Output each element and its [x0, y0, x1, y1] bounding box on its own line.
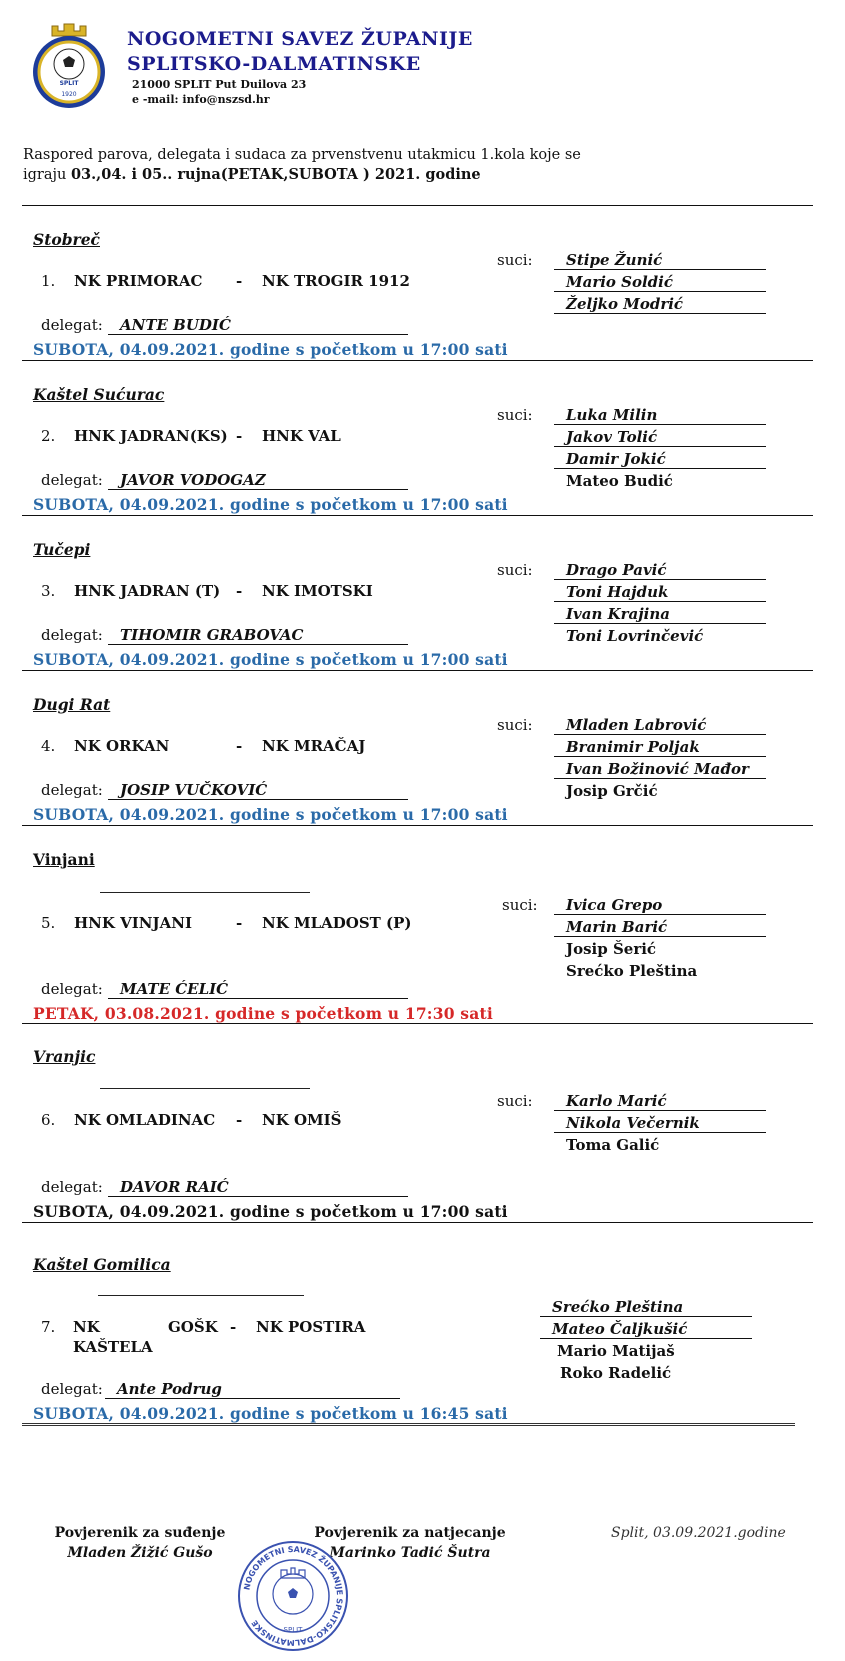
- match-number: 3.: [41, 582, 56, 600]
- suci-label: suci:: [502, 896, 538, 914]
- referee: Ivan Krajina: [554, 605, 766, 624]
- intro-line1: Raspored parova, delegata i sudaca za prvenstvenu utakmicu 1.kola koje se: [23, 147, 581, 163]
- referee: Luka Milin: [554, 406, 766, 425]
- logo-year: 1920: [61, 91, 77, 98]
- intro-line2: [23, 165, 481, 185]
- suci-label: suci:: [497, 561, 533, 579]
- referee: Toni Lovrinčević: [566, 627, 704, 645]
- referee: Mateo Budić: [566, 472, 673, 490]
- dash: -: [236, 1111, 243, 1129]
- match-datetime: SUBOTA, 04.09.2021. godine s početkom u 17:00 sati: [33, 650, 508, 669]
- stamp-city: SPLIT: [283, 1626, 303, 1634]
- away-team: NK POSTIRA: [256, 1318, 366, 1336]
- dash: -: [230, 1318, 237, 1336]
- referee: Josip Šerić: [566, 940, 657, 958]
- away-team: NK TROGIR 1912: [262, 272, 410, 290]
- venue: Dugi Rat: [33, 695, 111, 714]
- official-stamp: [237, 1540, 349, 1652]
- dash: -: [236, 427, 243, 445]
- home-team: HNK VINJANI: [74, 914, 192, 932]
- delegate-label: delegat:: [41, 1380, 103, 1398]
- match-datetime: SUBOTA, 04.09.2021. godine s početkom u 17:00 sati: [33, 495, 508, 514]
- match-number: 4.: [41, 737, 56, 755]
- signatory-mid-title: Povjerenik za natjecanje: [314, 1525, 506, 1541]
- intro-dates: 03.,04. i 05.. rujna(PETAK,SUBOTA ) 2021. godine: [70, 166, 481, 183]
- match-number: 6.: [41, 1111, 56, 1129]
- referee: Josip Grčić: [566, 782, 658, 800]
- referee: Željko Modrić: [554, 295, 766, 314]
- referee: Ivica Grepo: [554, 896, 766, 915]
- delegate-name: DAVOR RAIĆ: [108, 1178, 408, 1197]
- signatory-mid-name: Marinko Tadić Šutra: [329, 1545, 491, 1561]
- match-number: 2.: [41, 427, 56, 445]
- dash: -: [236, 737, 243, 755]
- blank-line: [100, 892, 310, 893]
- delegate-label: delegat:: [41, 980, 103, 998]
- home-team-part: GOŠK: [168, 1318, 218, 1336]
- blank-line: [100, 1088, 310, 1089]
- home-team: NK OMLADINAC: [74, 1111, 216, 1129]
- match-number: 7.: [41, 1318, 56, 1336]
- delegate-name: MATE ĆELIĆ: [108, 980, 408, 999]
- away-team: NK MLADOST (P): [262, 914, 412, 932]
- delegate-label: delegat:: [41, 1178, 103, 1196]
- dash: -: [236, 914, 243, 932]
- away-team: NK OMIŠ: [262, 1111, 342, 1129]
- away-team: NK MRAČAJ: [262, 737, 366, 755]
- dash: -: [236, 582, 243, 600]
- away-team: HNK VAL: [262, 427, 341, 445]
- match-number: 5.: [41, 914, 56, 932]
- delegate-label: delegat:: [41, 471, 103, 489]
- referee: Mateo Čaljkušić: [540, 1320, 752, 1339]
- referee: Ivan Božinović Mađor: [554, 760, 766, 779]
- place-date: Split, 03.09.2021.godine: [611, 1525, 786, 1541]
- home-team: HNK JADRAN(KS): [74, 427, 228, 445]
- divider: [22, 515, 813, 516]
- divider: [22, 670, 813, 671]
- org-name-line2: SPLITSKO-DALMATINSKE: [127, 53, 421, 75]
- referee: Marin Barić: [554, 918, 766, 937]
- referee: Branimir Poljak: [554, 738, 766, 757]
- match-number: 1.: [41, 272, 56, 290]
- referee: Mladen Labrović: [554, 716, 766, 735]
- stamp-text: NOGOMETNI SAVEZ ŽUPANIJE SPLITSKO-DALMATINSKE: [242, 1544, 345, 1648]
- referee: Damir Jokić: [554, 450, 766, 469]
- intro-line2-prefix: igraju: [23, 167, 71, 183]
- match-datetime: SUBOTA, 04.09.2021. godine s početkom u 17:00 sati: [33, 1202, 508, 1221]
- away-team: NK IMOTSKI: [262, 582, 373, 600]
- venue: Kaštel Sućurac: [33, 385, 165, 404]
- signatory-left-name: Mladen Žižić Gušo: [67, 1545, 213, 1561]
- referee: Toni Hajduk: [554, 583, 766, 602]
- delegate-name: ANTE BUDIĆ: [108, 316, 408, 335]
- venue: Kaštel Gomilica: [33, 1255, 171, 1274]
- venue: Vinjani: [33, 850, 95, 869]
- referee: Srećko Pleština: [566, 962, 698, 980]
- logo: [30, 22, 108, 112]
- org-name-line1: NOGOMETNI SAVEZ ŽUPANIJE: [127, 28, 473, 50]
- referee: Toma Galić: [566, 1136, 660, 1154]
- venue: Vranjic: [33, 1047, 96, 1066]
- match-datetime: SUBOTA, 04.09.2021. godine s početkom u 16:45 sati: [33, 1404, 508, 1423]
- referee: Srećko Pleština: [540, 1298, 752, 1317]
- divider: [22, 825, 813, 826]
- venue: Tučepi: [33, 540, 91, 559]
- referee: Karlo Marić: [554, 1092, 766, 1111]
- delegate-name: JOSIP VUČKOVIĆ: [108, 781, 408, 800]
- referee: Jakov Tolić: [554, 428, 766, 447]
- venue: Stobreč: [33, 230, 100, 249]
- referee: Mario Matijaš: [557, 1342, 675, 1360]
- divider: [22, 205, 813, 206]
- home-team: HNK JADRAN (T): [74, 582, 221, 600]
- org-email: e -mail: info@nszsd.hr: [132, 93, 270, 106]
- match-datetime: PETAK, 03.08.2021. godine s početkom u 17:30 sati: [33, 1004, 493, 1023]
- delegate-name: JAVOR VODOGAZ: [108, 471, 408, 490]
- referee: Mario Soldić: [554, 273, 766, 292]
- referee: Stipe Žunić: [554, 251, 766, 270]
- delegate-label: delegat:: [41, 781, 103, 799]
- referee: Drago Pavić: [554, 561, 766, 580]
- match-datetime: SUBOTA, 04.09.2021. godine s početkom u 17:00 sati: [33, 805, 508, 824]
- delegate-label: delegat:: [41, 626, 103, 644]
- suci-label: suci:: [497, 251, 533, 269]
- suci-label: suci:: [497, 716, 533, 734]
- delegate-name: Ante Podrug: [105, 1380, 400, 1399]
- referee: Nikola Večernik: [554, 1114, 766, 1133]
- dash: -: [236, 272, 243, 290]
- org-address: 21000 SPLIT Put Duilova 23: [132, 78, 307, 91]
- delegate-label: delegat:: [41, 316, 103, 334]
- divider: [22, 360, 813, 361]
- home-team: NK PRIMORAC: [74, 272, 203, 290]
- blank-line: [98, 1295, 304, 1296]
- signatory-left-title: Povjerenik za suđenje: [54, 1525, 226, 1541]
- delegate-name: TIHOMIR GRABOVAC: [108, 626, 408, 645]
- divider: [22, 1222, 813, 1223]
- suci-label: suci:: [497, 406, 533, 424]
- divider: [22, 1023, 813, 1024]
- suci-label: suci:: [497, 1092, 533, 1110]
- logo-city: SPLIT: [59, 80, 79, 87]
- match-datetime: SUBOTA, 04.09.2021. godine s početkom u 17:00 sati: [33, 340, 508, 359]
- referee: Roko Radelić: [560, 1364, 672, 1382]
- home-team: NK ORKAN: [74, 737, 170, 755]
- divider-double: [22, 1423, 795, 1426]
- home-team-part: NK: [73, 1318, 100, 1336]
- home-team-part: KAŠTELA: [73, 1338, 153, 1356]
